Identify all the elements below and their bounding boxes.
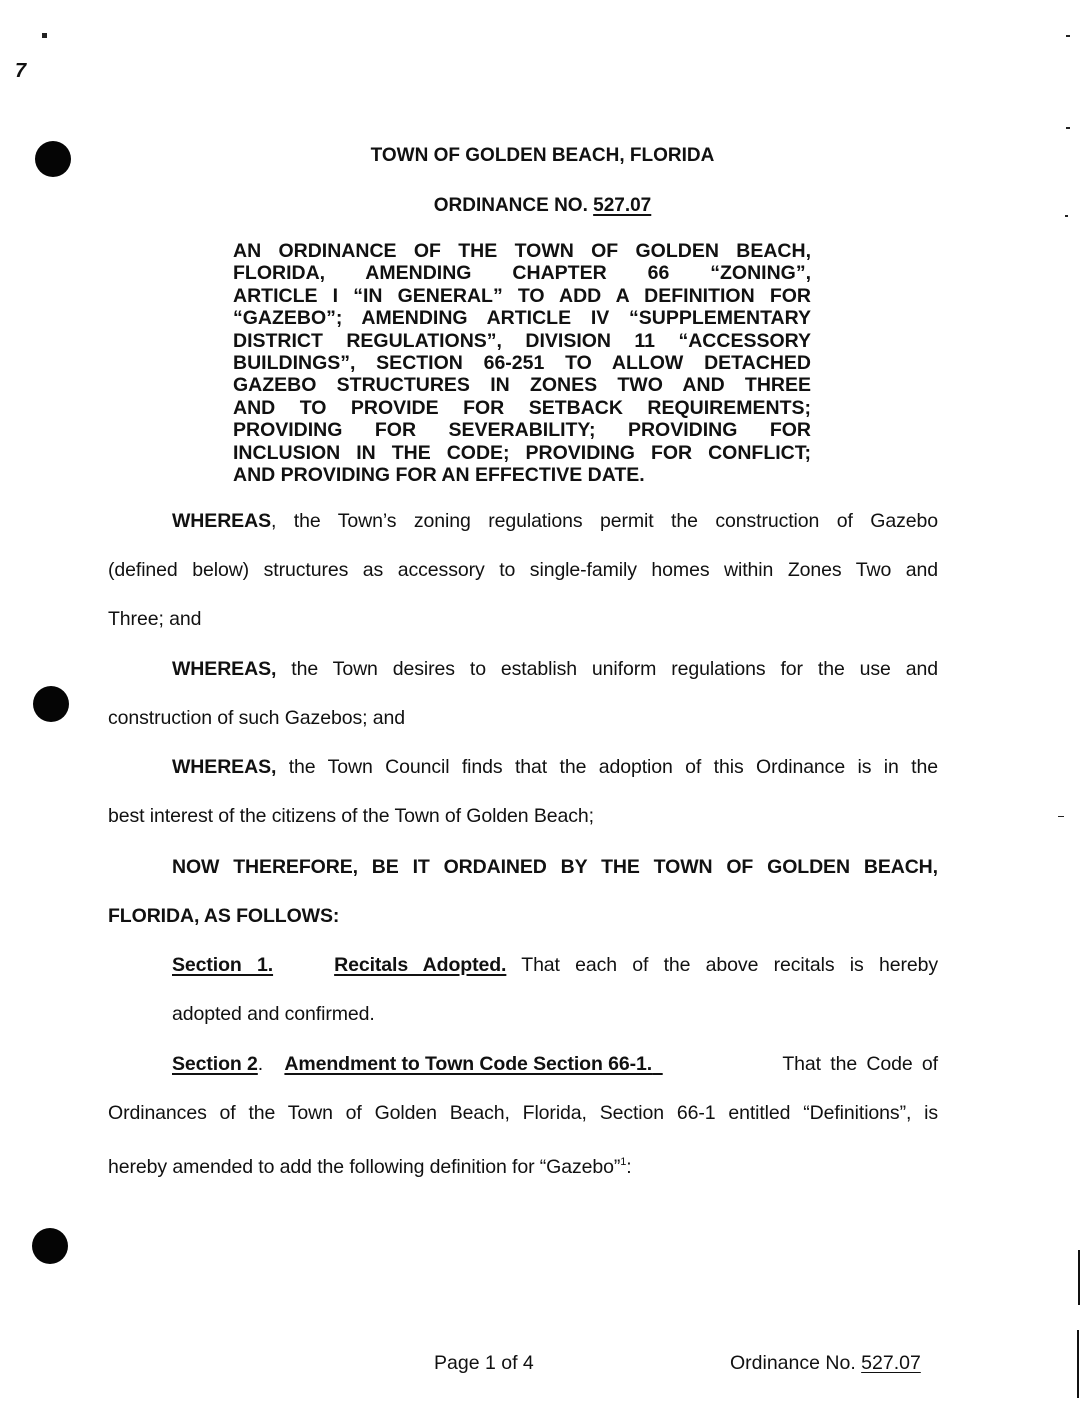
whereas-label: WHEREAS,	[172, 658, 277, 680]
margin-mark: 7	[15, 60, 27, 82]
section-1-line-1	[172, 953, 938, 977]
scan-edge-line	[1077, 1330, 1079, 1398]
section-number: Section 2	[172, 1053, 258, 1075]
ordinance-label: ORDINANCE NO.	[433, 195, 588, 216]
section-text-end: :	[626, 1156, 632, 1178]
section-1-line-2: adopted and confirmed.	[172, 1003, 375, 1025]
whereas-label: WHEREAS	[172, 510, 271, 532]
recital-1-line-2: (defined below) structures as accessory to single-family homes within Zones Two and	[108, 559, 938, 581]
footnote-ref[interactable]: 1	[620, 1156, 627, 1168]
section-text: That the Code of	[782, 1053, 938, 1075]
title-line: AND PROVIDING FOR AN EFFECTIVE DATE.	[233, 463, 645, 486]
scan-speck	[1058, 816, 1064, 817]
recital-text: the Town desires to establish uniform regulations for the use and	[276, 658, 938, 680]
recital-3-line-1	[172, 755, 938, 779]
punch-hole-middle	[33, 686, 69, 722]
punch-hole-bottom	[32, 1228, 68, 1264]
section-heading: Recitals Adopted.	[334, 954, 507, 976]
footer-ordinance-number: 527.07	[861, 1352, 921, 1374]
underline-spacer	[652, 1053, 663, 1075]
page-number: Page 1 of 4	[434, 1352, 534, 1374]
title-line: BUILDINGS”, SECTION 66-251 TO ALLOW DETACHED	[233, 351, 811, 374]
ordaining-clause-line-2: FLORIDA, AS FOLLOWS:	[108, 905, 340, 927]
section-2-line-3	[108, 1150, 632, 1179]
whereas-label: WHEREAS,	[172, 756, 277, 778]
section-text: hereby amended to add the following definition for “Gazebo”	[108, 1156, 621, 1178]
ordinance-title	[233, 240, 811, 486]
section-2-line-2: Ordinances of the Town of Golden Beach, Florida, Section 66-1 entitled “Definitions”, is	[108, 1102, 938, 1124]
recital-text: , the Town’s zoning regulations permit the construction of Gazebo	[270, 510, 938, 532]
recital-2-line-2: construction of such Gazebos; and	[108, 707, 405, 729]
title-line: AN ORDINANCE OF THE TOWN OF GOLDEN BEACH,	[233, 240, 811, 262]
recital-3-line-2: best interest of the citizens of the Town of Golden Beach;	[108, 805, 594, 827]
title-line: FLORIDA, AMENDING CHAPTER 66 “ZONING”,	[233, 262, 811, 285]
section-text: That each of the above recitals is hereby	[506, 954, 938, 976]
recital-1-line-3: Three; and	[108, 608, 202, 630]
title-line: PROVIDING FOR SEVERABILITY; PROVIDING FOR	[233, 419, 811, 442]
footer-ordinance	[730, 1352, 921, 1375]
town-heading: TOWN OF GOLDEN BEACH, FLORIDA	[370, 145, 715, 166]
ordinance-heading	[0, 195, 1085, 217]
title-line: ARTICLE I “IN GENERAL” TO ADD A DEFINITION FOR	[233, 284, 811, 307]
section-2-line-1	[172, 1052, 938, 1076]
ordinance-number: 527.07	[593, 195, 652, 216]
section-number: Section 1.	[172, 954, 274, 976]
footer-ordinance-label: Ordinance No.	[730, 1352, 856, 1374]
scan-edge-line	[1078, 1250, 1080, 1305]
scan-speck	[1066, 35, 1070, 37]
section-number-suffix: .	[257, 1053, 264, 1075]
recital-text: the Town Council finds that the adoption of this Ordinance is in the	[276, 756, 938, 778]
recital-2-line-1	[172, 657, 938, 681]
scan-speck	[1066, 127, 1070, 129]
title-line: AND TO PROVIDE FOR SETBACK REQUIREMENTS;	[233, 396, 811, 419]
title-line: “GAZEBO”; AMENDING ARTICLE IV “SUPPLEMENTARY	[233, 307, 811, 330]
title-line: INCLUSION IN THE CODE; PROVIDING FOR CONFLICT;	[233, 441, 811, 464]
section-heading: Amendment to Town Code Section 66-1.	[284, 1053, 653, 1075]
recital-1-line-1	[172, 509, 938, 533]
title-line: DISTRICT REGULATIONS”, DIVISION 11 “ACCESSORY	[233, 329, 811, 352]
title-line: GAZEBO STRUCTURES IN ZONES TWO AND THREE	[233, 374, 811, 397]
ordaining-clause-line-1: NOW THEREFORE, BE IT ORDAINED BY THE TOWN OF GOLDEN BEACH,	[172, 856, 938, 878]
scan-speck	[42, 33, 47, 38]
